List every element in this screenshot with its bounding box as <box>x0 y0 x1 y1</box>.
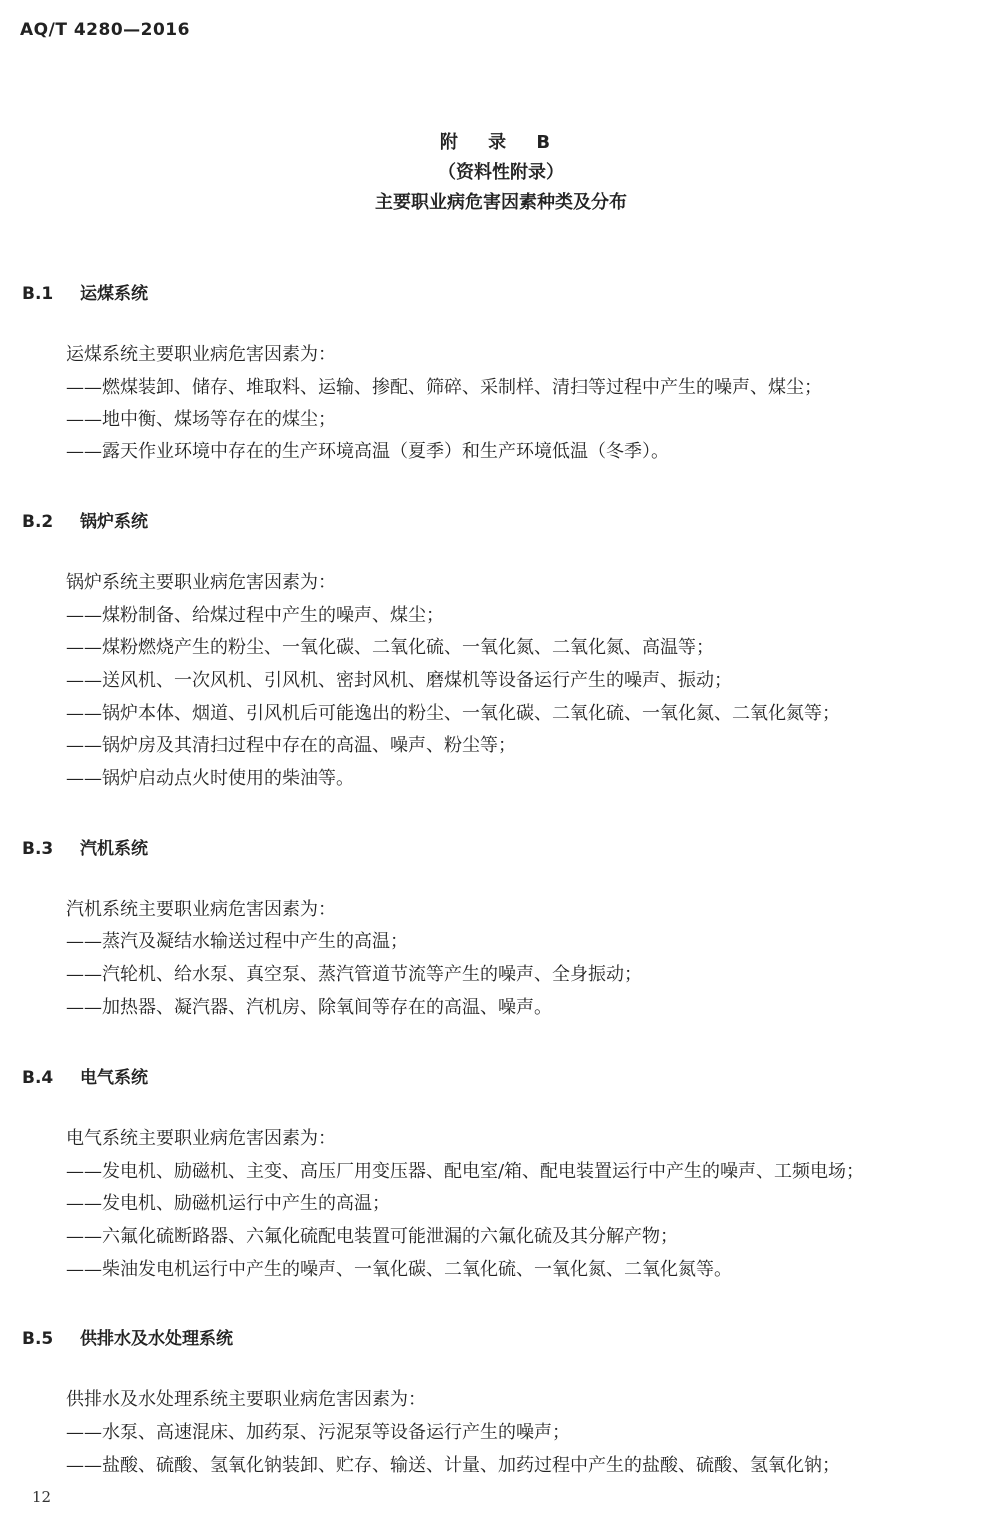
section-name: 运煤系统 <box>80 284 148 304</box>
section-title-b4 <box>22 1063 148 1088</box>
section-name: 汽机系统 <box>80 839 148 859</box>
list-item: ——加热器、凝汽器、汽机房、除氧间等存在的高温、噪声。 <box>66 997 552 1018</box>
appendix-label: 附 录 B <box>439 132 563 153</box>
list-item: ——煤粉制备、给煤过程中产生的噪声、煤尘； <box>66 605 444 626</box>
section-intro: 运煤系统主要职业病危害因素为： <box>66 344 336 365</box>
section-number: B.5 <box>22 1329 54 1349</box>
page-number: 12 <box>32 1488 52 1506</box>
list-item: ——燃煤装卸、储存、堆取料、运输、掺配、筛碎、采制样、清扫等过程中产生的噪声、煤尘； <box>66 377 822 398</box>
list-item: ——汽轮机、给水泵、真空泵、蒸汽管道节流等产生的噪声、全身振动； <box>66 964 642 985</box>
section-name: 电气系统 <box>80 1068 148 1088</box>
section-number: B.2 <box>22 512 54 532</box>
section-intro: 锅炉系统主要职业病危害因素为： <box>66 572 336 593</box>
appendix-title: 主要职业病危害因素种类及分布 <box>375 192 627 213</box>
list-item: ——地中衡、煤场等存在的煤尘； <box>66 409 336 430</box>
section-title-b2 <box>22 507 148 532</box>
section-number: B.4 <box>22 1068 54 1088</box>
list-item: ——盐酸、硫酸、氢氧化钠装卸、贮存、输送、计量、加药过程中产生的盐酸、硫酸、氢氧化钠； <box>66 1455 840 1476</box>
list-item: ——发电机、励磁机、主变、高压厂用变压器、配电室/箱、配电装置运行中产生的噪声、工频电场； <box>66 1161 865 1182</box>
section-title-b5 <box>22 1324 233 1349</box>
list-item: ——锅炉本体、烟道、引风机后可能逸出的粉尘、一氧化碳、二氧化硫、一氧化氮、二氧化氮等； <box>66 703 840 724</box>
list-item: ——送风机、一次风机、引风机、密封风机、磨煤机等设备运行产生的噪声、振动； <box>66 670 732 691</box>
section-intro: 供排水及水处理系统主要职业病危害因素为： <box>66 1389 426 1410</box>
appendix-heading <box>0 128 1002 218</box>
section-number: B.3 <box>22 839 54 859</box>
list-item: ——锅炉启动点火时使用的柴油等。 <box>66 768 354 789</box>
standard-code: AQ/T 4280—2016 <box>20 20 190 40</box>
section-title-b3 <box>22 834 148 859</box>
list-item: ——锅炉房及其清扫过程中存在的高温、噪声、粉尘等； <box>66 735 516 756</box>
section-name: 供排水及水处理系统 <box>80 1329 233 1349</box>
list-item: ——六氟化硫断路器、六氟化硫配电装置可能泄漏的六氟化硫及其分解产物； <box>66 1226 678 1247</box>
section-title-b1 <box>22 279 148 304</box>
section-intro: 汽机系统主要职业病危害因素为： <box>66 899 336 920</box>
list-item: ——蒸汽及凝结水输送过程中产生的高温； <box>66 931 408 952</box>
appendix-type: （资料性附录） <box>438 162 564 183</box>
list-item: ——柴油发电机运行中产生的噪声、一氧化碳、二氧化硫、一氧化氮、二氧化氮等。 <box>66 1259 732 1280</box>
list-item: ——水泵、高速混床、加药泵、污泥泵等设备运行产生的噪声； <box>66 1422 570 1443</box>
section-number: B.1 <box>22 284 54 304</box>
section-intro: 电气系统主要职业病危害因素为： <box>66 1128 336 1149</box>
list-item: ——发电机、励磁机运行中产生的高温； <box>66 1193 390 1214</box>
list-item: ——露天作业环境中存在的生产环境高温（夏季）和生产环境低温（冬季）。 <box>66 441 669 462</box>
section-name: 锅炉系统 <box>80 512 148 532</box>
list-item: ——煤粉燃烧产生的粉尘、一氧化碳、二氧化硫、一氧化氮、二氧化氮、高温等； <box>66 637 714 658</box>
